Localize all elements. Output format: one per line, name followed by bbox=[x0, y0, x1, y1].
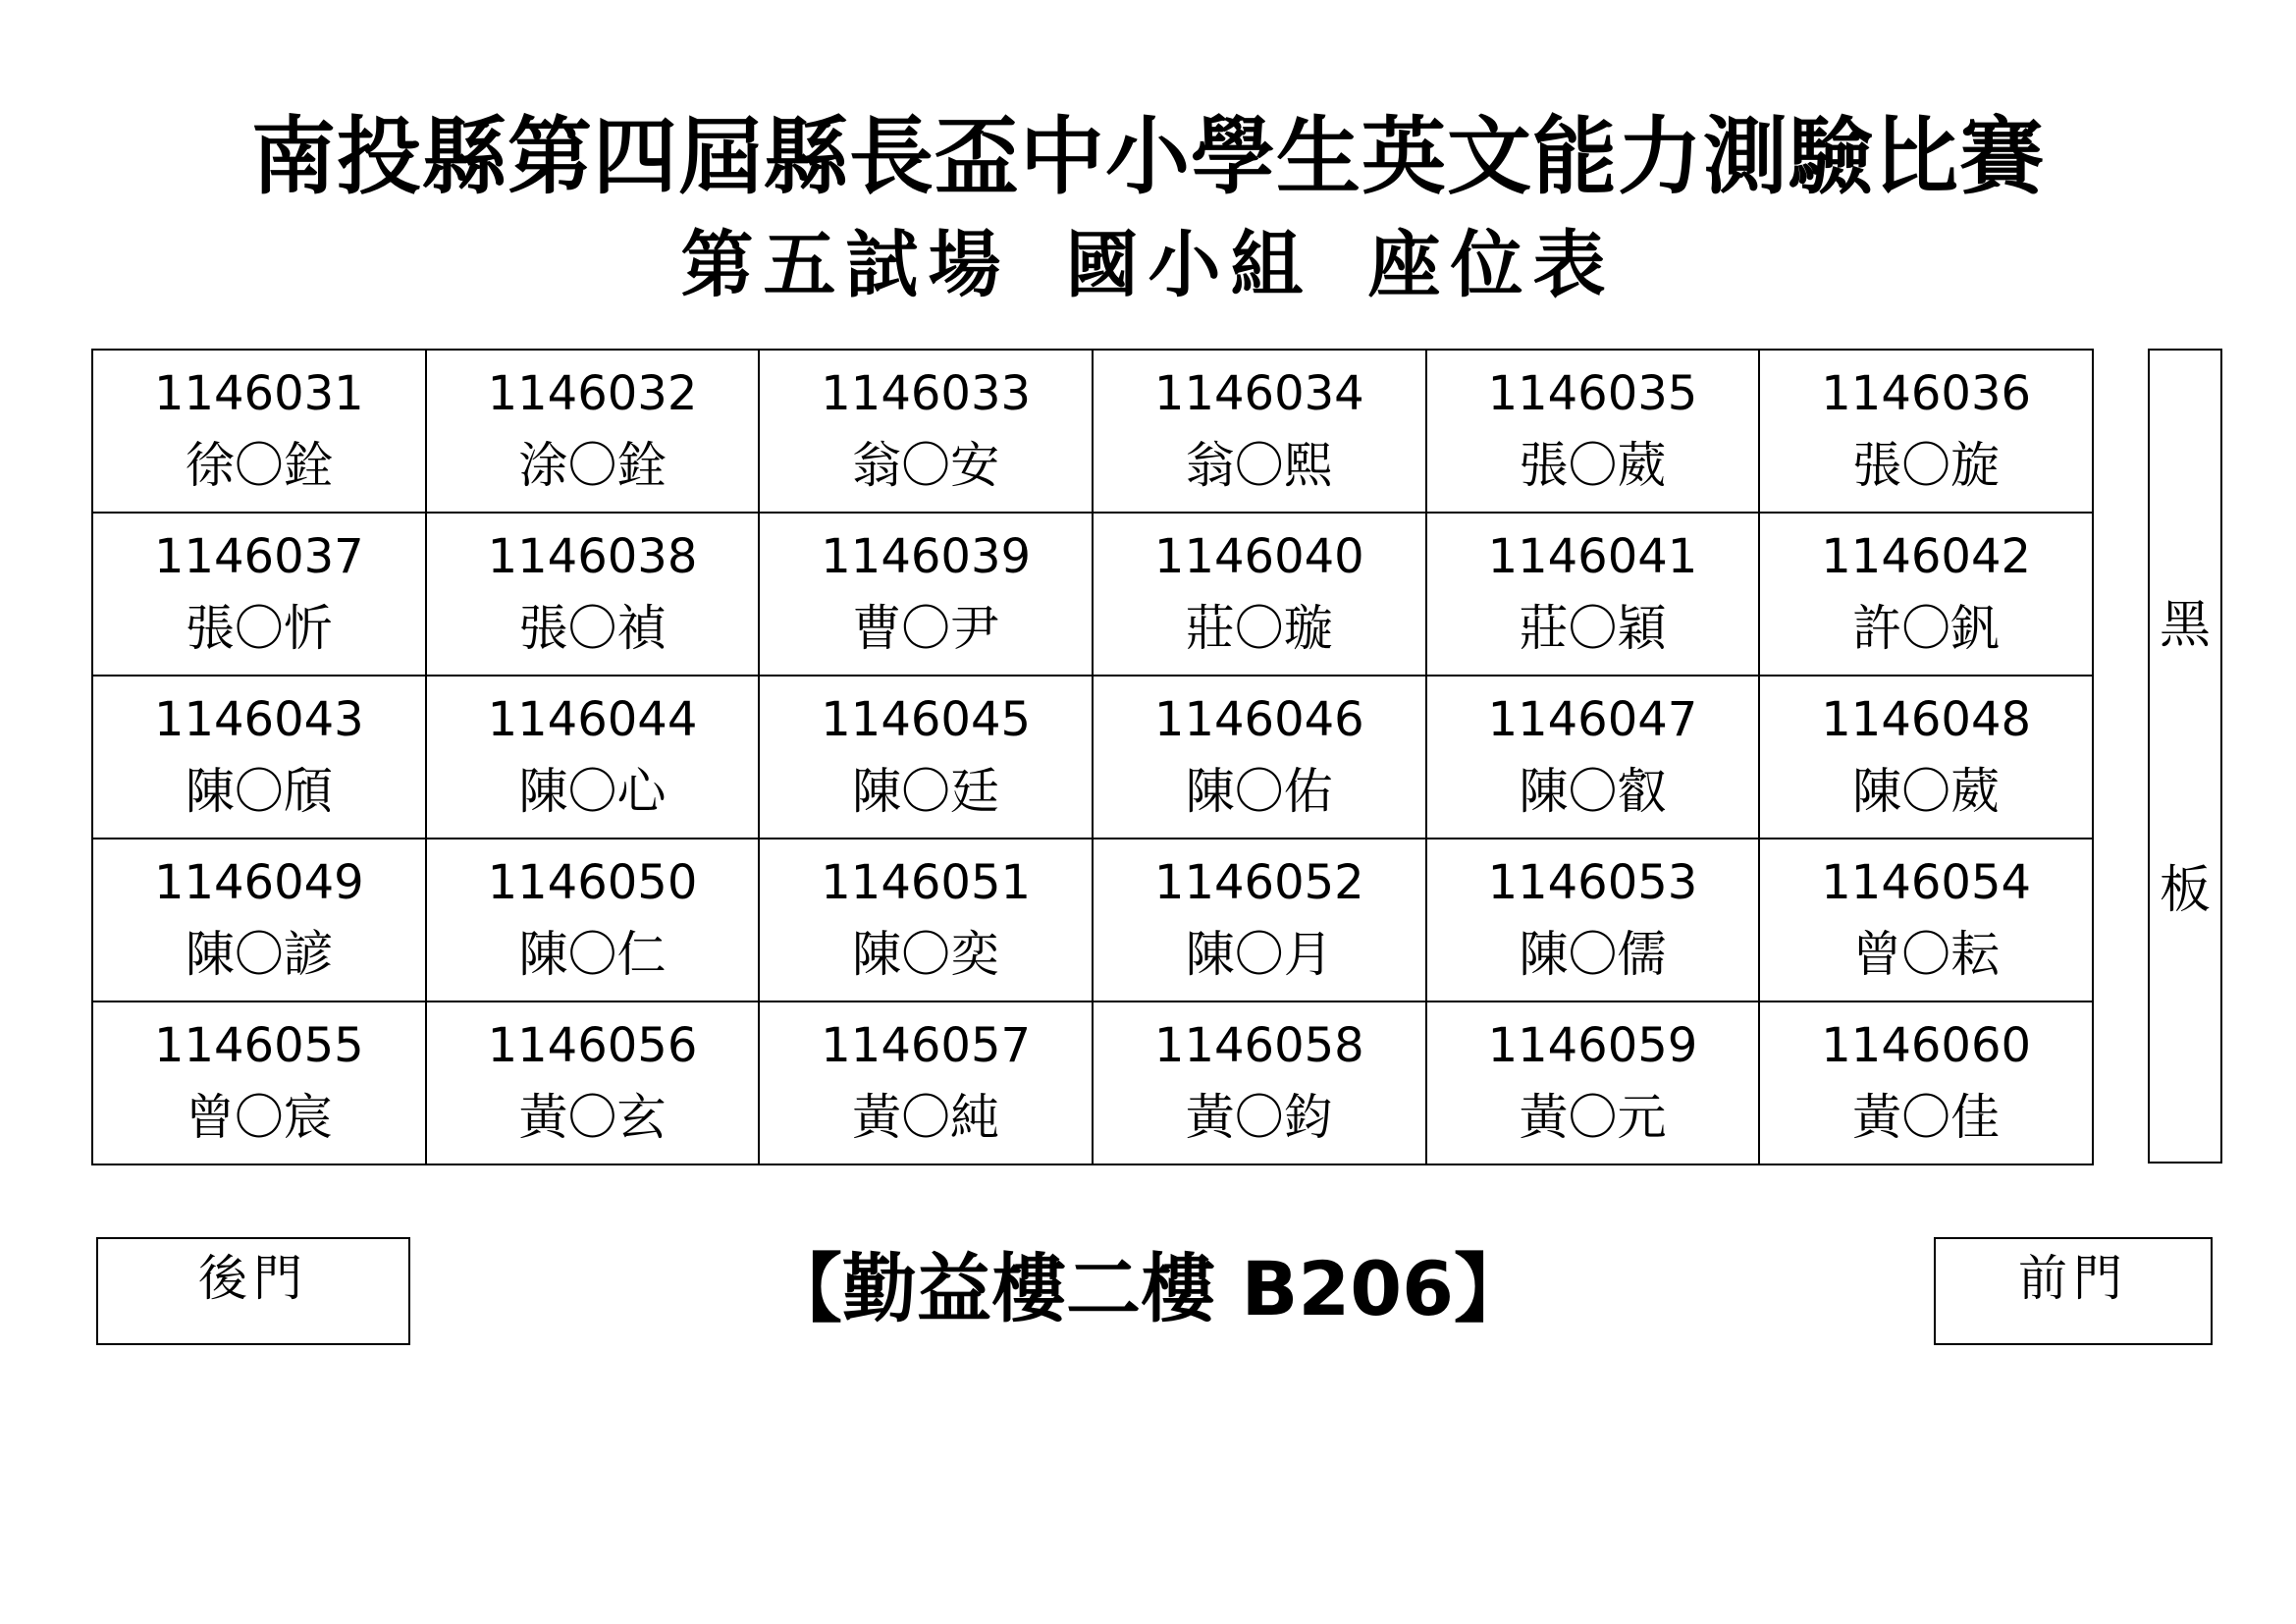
seat-student-name: 莊〇穎 bbox=[1519, 600, 1667, 657]
seat-student-name: 陳〇仁 bbox=[518, 926, 667, 983]
seat-exam-number: 1146035 bbox=[1487, 366, 1698, 421]
seat-cell bbox=[92, 350, 426, 513]
blackboard-label-2: 板 bbox=[2159, 861, 2211, 920]
seating-table bbox=[91, 349, 2094, 1165]
seat-exam-number: 1146060 bbox=[1821, 1018, 2032, 1073]
seat-cell bbox=[759, 350, 1093, 513]
seat-cell bbox=[759, 676, 1093, 839]
seat-student-name: 張〇忻 bbox=[185, 600, 333, 657]
seat-student-name: 曾〇宸 bbox=[185, 1089, 333, 1146]
seat-cell bbox=[426, 513, 760, 676]
seat-student-name: 黃〇純 bbox=[852, 1089, 1000, 1146]
seat-cell bbox=[92, 839, 426, 1001]
seat-cell bbox=[1426, 513, 1760, 676]
seat-row bbox=[92, 1001, 2093, 1164]
seat-student-name: 黃〇元 bbox=[1519, 1089, 1667, 1146]
seat-student-name: 陳〇葳 bbox=[1852, 763, 2001, 820]
seat-exam-number: 1146038 bbox=[487, 529, 698, 584]
subtitle-exam-room: 第五試場 bbox=[680, 223, 1011, 307]
seat-cell bbox=[1426, 1001, 1760, 1164]
seat-exam-number: 1146042 bbox=[1821, 529, 2032, 584]
seat-cell bbox=[426, 676, 760, 839]
seat-student-name: 陳〇頎 bbox=[185, 763, 333, 820]
seat-cell bbox=[92, 513, 426, 676]
seat-student-name: 徐〇銓 bbox=[185, 437, 333, 494]
seat-student-name: 陳〇心 bbox=[518, 763, 667, 820]
seat-student-name: 陳〇佑 bbox=[1185, 763, 1333, 820]
seat-exam-number: 1146054 bbox=[1821, 855, 2032, 910]
seat-exam-number: 1146041 bbox=[1487, 529, 1698, 584]
seat-student-name: 曹〇尹 bbox=[852, 600, 1000, 657]
seat-exam-number: 1146033 bbox=[821, 366, 1032, 421]
seat-row bbox=[92, 350, 2093, 513]
seat-cell bbox=[1759, 1001, 2093, 1164]
seat-cell bbox=[1759, 839, 2093, 1001]
seat-exam-number: 1146037 bbox=[153, 529, 364, 584]
seat-student-name: 張〇禎 bbox=[518, 600, 667, 657]
seat-cell bbox=[426, 1001, 760, 1164]
seat-row bbox=[92, 676, 2093, 839]
front-door-box: 前門 bbox=[1934, 1237, 2213, 1345]
seat-cell bbox=[1426, 839, 1760, 1001]
subtitle-group: 國小組 bbox=[1065, 223, 1313, 307]
seat-exam-number: 1146036 bbox=[1821, 366, 2032, 421]
seat-cell bbox=[759, 839, 1093, 1001]
seat-student-name: 陳〇廷 bbox=[852, 763, 1000, 820]
seat-exam-number: 1146056 bbox=[487, 1018, 698, 1073]
page-title: 南投縣第四屆縣長盃中小學生英文能力測驗比賽 bbox=[251, 108, 2045, 206]
seat-student-name: 莊〇璇 bbox=[1185, 600, 1333, 657]
seat-student-name: 黃〇佳 bbox=[1852, 1089, 2001, 1146]
seat-student-name: 涂〇銓 bbox=[518, 437, 667, 494]
seat-cell bbox=[1093, 839, 1426, 1001]
seat-exam-number: 1146034 bbox=[1153, 366, 1364, 421]
seat-student-name: 陳〇儒 bbox=[1519, 926, 1667, 983]
seat-student-name: 陳〇奕 bbox=[852, 926, 1000, 983]
seat-row bbox=[92, 839, 2093, 1001]
seat-cell bbox=[1093, 513, 1426, 676]
seat-cell bbox=[1093, 676, 1426, 839]
seat-cell bbox=[1759, 676, 2093, 839]
blackboard-label-1: 黑 bbox=[2159, 596, 2211, 655]
seat-exam-number: 1146050 bbox=[487, 855, 698, 910]
seat-exam-number: 1146058 bbox=[1153, 1018, 1364, 1073]
seat-student-name: 許〇釩 bbox=[1852, 600, 2001, 657]
subtitle-seating-chart: 座位表 bbox=[1367, 223, 1616, 307]
seat-exam-number: 1146049 bbox=[153, 855, 364, 910]
room-location: 【勤益樓二樓 B206】 bbox=[767, 1245, 1529, 1332]
seat-student-name: 陳〇諺 bbox=[185, 926, 333, 983]
seat-exam-number: 1146043 bbox=[153, 692, 364, 747]
seat-cell bbox=[426, 350, 760, 513]
seat-student-name: 翁〇安 bbox=[852, 437, 1000, 494]
seat-student-name: 翁〇熙 bbox=[1185, 437, 1333, 494]
seat-exam-number: 1146051 bbox=[821, 855, 1032, 910]
seat-cell bbox=[1093, 350, 1426, 513]
seat-exam-number: 1146048 bbox=[1821, 692, 2032, 747]
seat-student-name: 曾〇耘 bbox=[1852, 926, 2001, 983]
seat-cell bbox=[426, 839, 760, 1001]
seat-student-name: 陳〇月 bbox=[1185, 926, 1333, 983]
seat-exam-number: 1146031 bbox=[153, 366, 364, 421]
seat-exam-number: 1146040 bbox=[1153, 529, 1364, 584]
seat-exam-number: 1146032 bbox=[487, 366, 698, 421]
seat-row bbox=[92, 513, 2093, 676]
seat-cell bbox=[1759, 350, 2093, 513]
seat-student-name: 陳〇叡 bbox=[1519, 763, 1667, 820]
seat-exam-number: 1146039 bbox=[821, 529, 1032, 584]
seat-cell bbox=[1093, 1001, 1426, 1164]
seat-exam-number: 1146059 bbox=[1487, 1018, 1698, 1073]
seat-exam-number: 1146057 bbox=[821, 1018, 1032, 1073]
seat-exam-number: 1146052 bbox=[1153, 855, 1364, 910]
blackboard bbox=[2148, 349, 2222, 1164]
seat-student-name: 張〇葳 bbox=[1519, 437, 1667, 494]
seat-exam-number: 1146046 bbox=[1153, 692, 1364, 747]
seat-exam-number: 1146053 bbox=[1487, 855, 1698, 910]
back-door-box: 後門 bbox=[96, 1237, 410, 1345]
seat-exam-number: 1146055 bbox=[153, 1018, 364, 1073]
seat-student-name: 黃〇鈞 bbox=[1185, 1089, 1333, 1146]
seat-cell bbox=[759, 1001, 1093, 1164]
seat-cell bbox=[759, 513, 1093, 676]
page-subtitle bbox=[0, 218, 2296, 312]
seat-cell bbox=[92, 676, 426, 839]
seat-cell bbox=[92, 1001, 426, 1164]
seat-exam-number: 1146044 bbox=[487, 692, 698, 747]
seat-exam-number: 1146047 bbox=[1487, 692, 1698, 747]
seat-student-name: 黃〇玄 bbox=[518, 1089, 667, 1146]
seat-cell bbox=[1426, 676, 1760, 839]
seat-cell bbox=[1759, 513, 2093, 676]
seat-student-name: 張〇旋 bbox=[1852, 437, 2001, 494]
seat-cell bbox=[1426, 350, 1760, 513]
seat-exam-number: 1146045 bbox=[821, 692, 1032, 747]
